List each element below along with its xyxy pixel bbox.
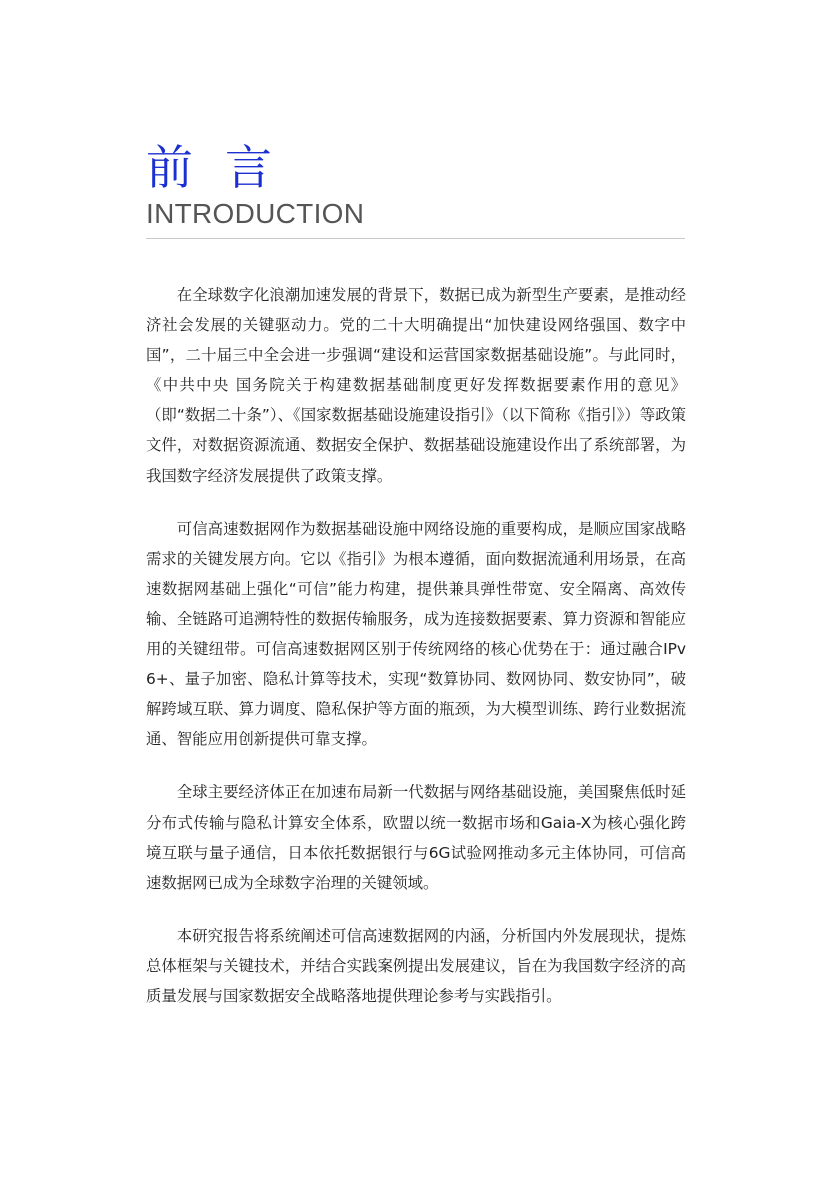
section-heading <box>146 140 686 230</box>
paragraph-3: 全球主要经济体正在加速布局新一代数据与网络基础设施，美国聚焦低时延分布式传输与隐私计算安全体系，欧盟以统一数据市场和Gaia-X为核心强化跨境互联与量子通信，日本依托数据银行与6G试验网推动多元主体协同，可信高速数据网已成为全球数字治理的关键领域。 <box>146 783 686 892</box>
heading-divider <box>146 238 685 239</box>
paragraph-4: 本研究报告将系统阐述可信高速数据网的内涵，分析国内外发展现状，提炼总体框架与关键技术，并结合实践案例提出发展建议，旨在为我国数字经济的高质量发展与国家数据安全战略落地提供理论参考与实践指引。 <box>146 926 686 1005</box>
page-title: 前言 <box>146 141 304 196</box>
page-subtitle: INTRODUCTION <box>146 198 365 229</box>
paragraph-2: 可信高速数据网作为数据基础设施中网络设施的重要构成，是顺应国家战略需求的关键发展方向。它以《指引》为根本遵循，面向数据流通利用场景，在高速数据网基础上强化“可信”能力构建，提供兼具弹性带宽、安全隔离、高效传输、全链路可追溯特性的数据传输服务，成为连接数据要素、算力资源和智能应用的关键纽带。可信高速数据网区别于传统网络的核心优势在于：通过融合IPv6+、量子加密、隐私计算等技术，实现“数算协同、数网协同、数安协同”，破解跨域互联、算力调度、隐私保护等方面的瓶颈，为大模型训练、跨行业数据流通、智能应用创新提供可靠支撑。 <box>146 519 686 749</box>
body-text <box>146 280 686 1034</box>
paragraph-1: 在全球数字化浪潮加速发展的背景下，数据已成为新型生产要素，是推动经济社会发展的关键驱动力。党的二十大明确提出“加快建设网络强国、数字中国”，二十届三中全会进一步强调“建设和运营国家数据基础设施”。与此同时，《中共中央 国务院关于构建数据基础制度更好发挥数据要素作用的意见》（即“数据二十条”）、《国家数据基础设施建设指引》（以下简称《指引》）等政策文件，对数据资源流通、数据安全保护、数据基础设施建设作出了系统部署，为我国数字经济发展提供了政策支撑。 <box>146 286 686 485</box>
